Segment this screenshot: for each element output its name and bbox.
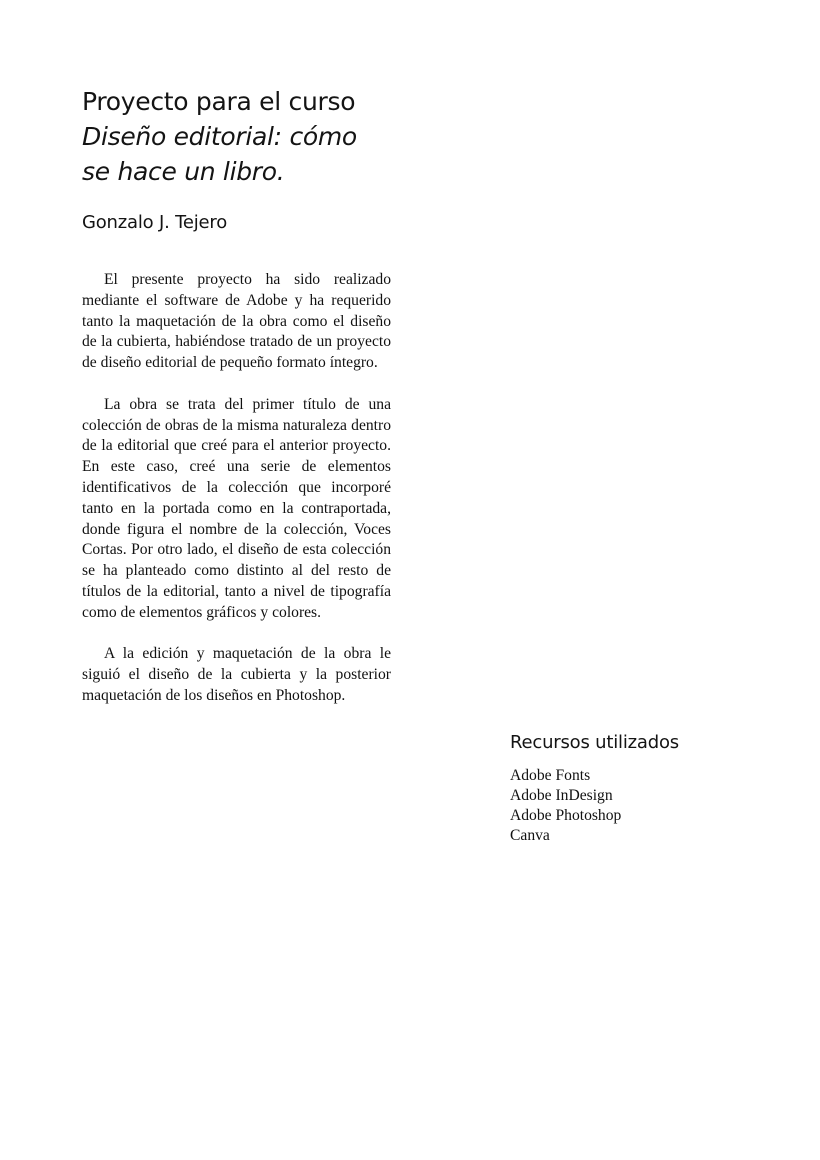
resources-section	[510, 730, 770, 846]
resource-item: Adobe InDesign	[510, 787, 613, 804]
title-line-2: Diseño editorial: cómo	[82, 122, 357, 151]
resource-item: Adobe Photoshop	[510, 807, 622, 824]
resource-item: Adobe Fonts	[510, 767, 591, 784]
page-title	[82, 84, 412, 189]
author-name: Gonzalo J. Tejero	[82, 212, 228, 233]
body-paragraph-3: A la edición y maquetación de la obra le siguió el diseño de la cubierta y la posterior maquetación de los diseños en Photoshop.	[82, 645, 391, 704]
resources-list	[510, 766, 770, 846]
title-line-3: se hace un libro.	[82, 157, 285, 186]
body-paragraph-1: El presente proyecto ha sido realizado mediante el software de Adobe y ha requerido tanto la maquetación de la obra como el diseño de la cubierta, habiéndose tratado de un proyecto de diseño editorial de pequeño formato íntegro.	[82, 271, 391, 372]
title-line-1: Proyecto para el curso	[82, 87, 356, 116]
body-paragraph-2: La obra se trata del primer título de una colección de obras de la misma naturaleza dentro de la editorial que creé para el anterior proyecto. En este caso, creé una serie de elementos identificativos de la colección que incorporé tanto en la portada como en la contraportada, donde figura el nombre de la colección, Voces Cortas. Por otro lado, el diseño de esta colección se ha planteado como distinto al del resto de títulos de la editorial, tanto a nivel de tipografía como de elementos gráficos y colores.	[82, 395, 391, 621]
resources-heading: Recursos utilizados	[510, 732, 679, 753]
body-text	[82, 270, 391, 728]
resource-item: Canva	[510, 827, 550, 844]
